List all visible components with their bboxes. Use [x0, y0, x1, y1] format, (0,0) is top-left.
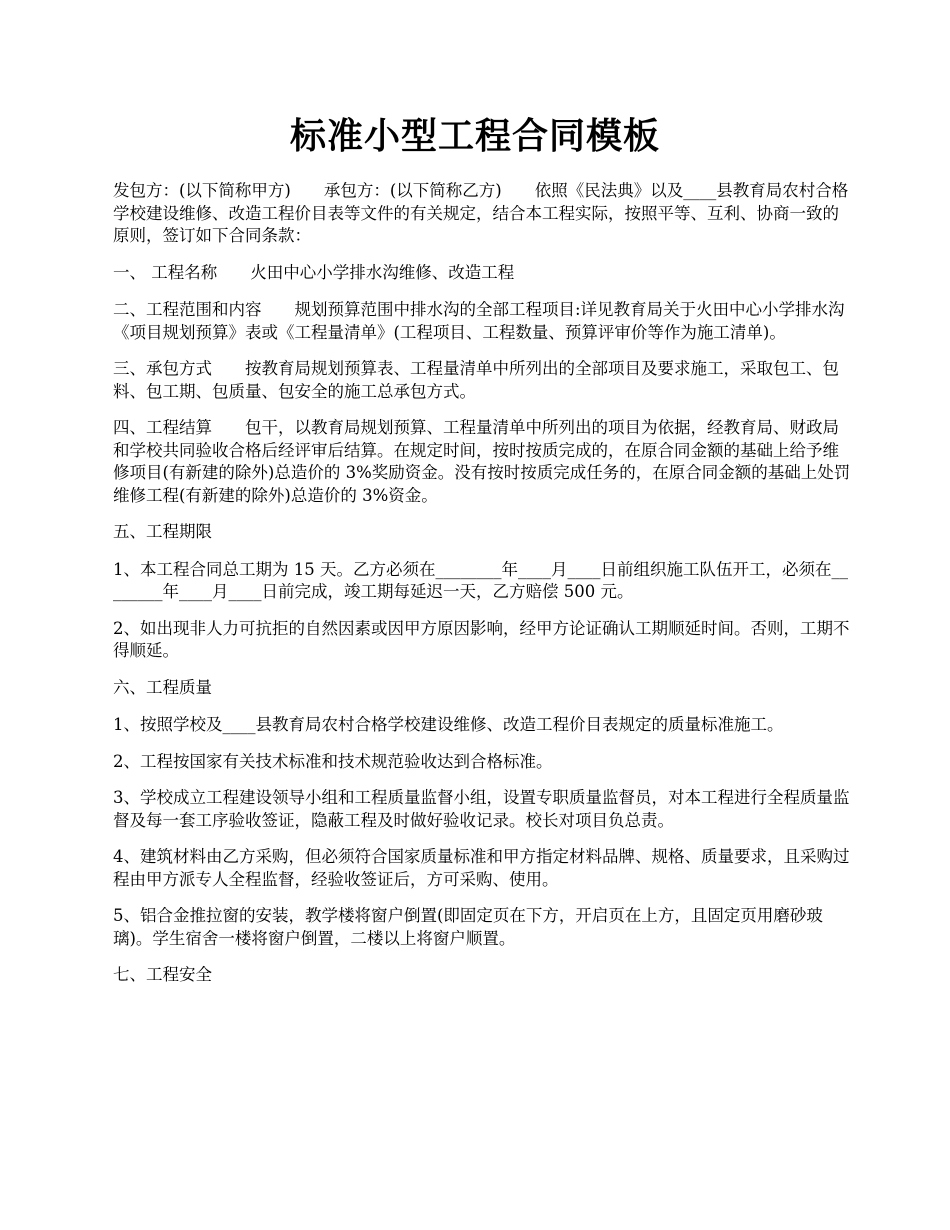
section-heading-quality: 六、工程质量 [113, 677, 212, 697]
quality-clause-4: 4、建筑材料由乙方采购，但必须符合国家质量标准和甲方指定材料品牌、规格、质量要求，且采购过程由甲方派专人全程监督，经验收签证后，方可采购、使用。 [113, 847, 850, 889]
section-heading-duration: 五、工程期限 [113, 522, 212, 541]
section-project-name: 一、 工程名称 火田中心小学排水沟维修、改造工程 [113, 262, 515, 282]
section-heading-safety: 七、工程安全 [113, 965, 212, 984]
document-body [113, 180, 853, 1002]
quality-clause-1: 1、按照学校及____县教育局农村合格学校建设维修、改造工程价目表规定的质量标准施工。 [113, 715, 784, 734]
intro-paragraph: 发包方：(以下简称甲方) 承包方：(以下简称乙方) 依照《民法典》以及____县教育局农村合格学校建设维修、改造工程价目表等文件的有关规定，结合本工程实际，按照平等、互利、协商一致的原则，签订如下合同条款： [113, 181, 849, 245]
quality-clause-5: 5、铝合金推拉窗的安装，教学楼将窗户倒置(即固定页在下方，开启页在上方，且固定页用磨砂玻璃)。学生宿舍一楼将窗户倒置，二楼以上将窗户顺置。 [113, 906, 823, 948]
section-project-scope: 二、工程范围和内容 规划预算范围中排水沟的全部工程项目:详见教育局关于火田中心小学排水沟《项目规划预算》表或《工程量清单》(工程项目、工程数量、预算评审价等作为施工清单)。 [113, 300, 845, 342]
quality-clause-3: 3、学校成立工程建设领导小组和工程质量监督小组，设置专职质量监督员，对本工程进行全程质量监督及每一套工序验收签证，隐蔽工程及时做好验收记录。校长对项目负总责。 [113, 788, 850, 830]
duration-clause-2: 2、如出现非人力可抗拒的自然因素或因甲方原因影响，经甲方论证确认工期顺延时间。否则，工期不得顺延。 [113, 618, 850, 660]
quality-clause-2: 2、工程按国家有关技术标准和技术规范验收达到合格标准。 [113, 751, 553, 771]
duration-clause-1: 1、本工程合同总工期为 15 天。乙方必须在________年____月____日前组织施工队伍开工，必须在________年____月____日前完成，竣工期每延迟一天，乙方赔偿 500 元。 [113, 559, 848, 601]
document-title: 标准小型工程合同模板 [289, 115, 660, 157]
section-contract-method: 三、承包方式 按教育局规划预算表、工程量清单中所列出的全部项目及要求施工，采取包工、包料、包工期、包质量、包安全的施工总承包方式。 [113, 359, 839, 401]
section-settlement: 四、工程结算 包干，以教育局规划预算、工程量清单中所列出的项目为依据，经教育局、财政局和学校共同验收合格后经评审后结算。在规定时间，按时按质完成的，在原合同金额的基础上给予维修项目(有新建的除外)总造价的 3%奖励资金。没有按时按质完成任务的，在原合同金额的基础上处罚维修工程(有新建的除外)总造价的 3%资金。 [113, 418, 851, 505]
